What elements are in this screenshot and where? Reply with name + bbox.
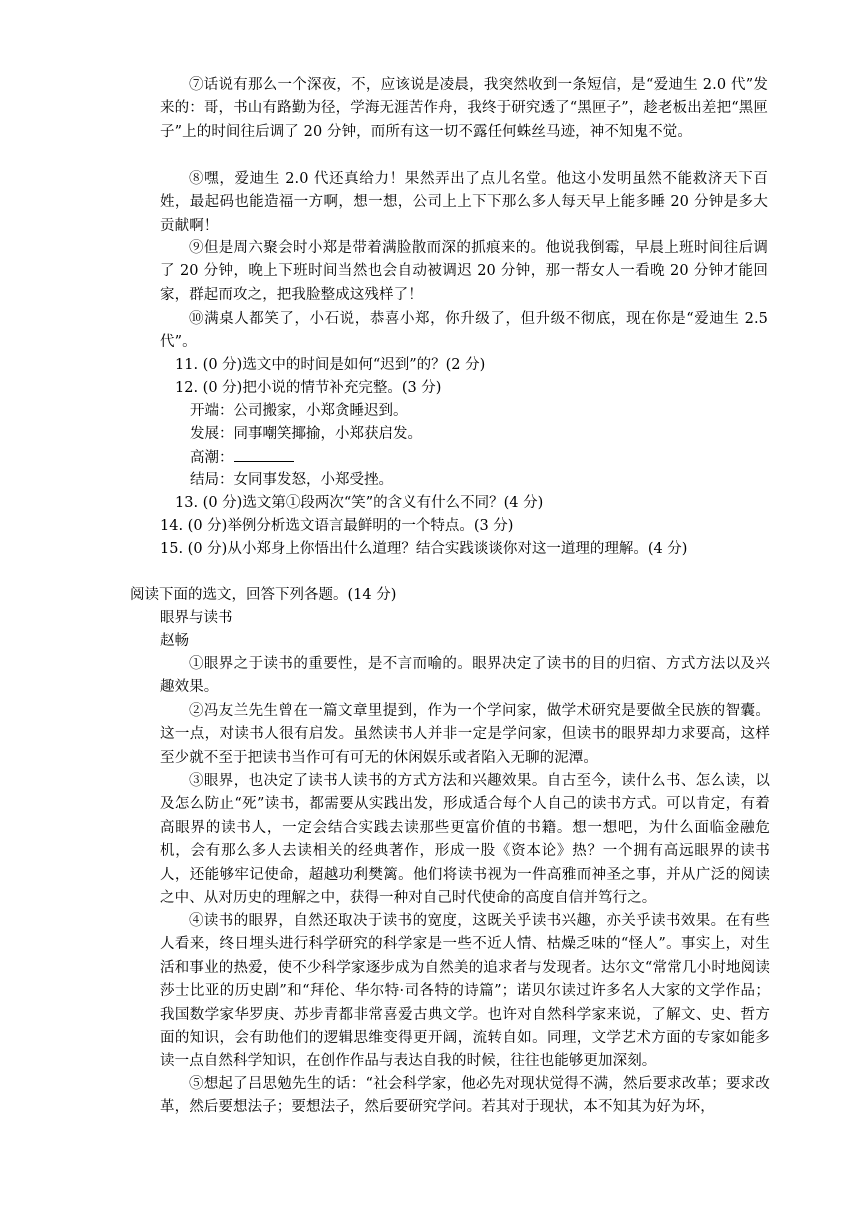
- plot-climax-label: 高潮：: [190, 450, 234, 466]
- article-author: 赵畅: [160, 633, 189, 649]
- plot-development: 发展：同事嘲笑揶揄，小郑获启发。: [190, 426, 422, 442]
- story-paragraph-9: ⑨但是周六聚会时小郑是带着满脸散而深的抓痕来的。他说我倒霉，早晨上班时间往后调了 20 分钟，晚上下班时间当然也会自动被调迟 20 分钟，那一帮女人一看晚 20 分钟才能回家，群起而攻之，把我脸整成这残样了！: [160, 240, 768, 303]
- question-13: 13. (0 分)选文第①段两次“笑”的含义有什么不同？(4 分): [175, 495, 544, 511]
- article-paragraph-4: ④读书的眼界，自然还取决于读书的宽度，这既关乎读书兴趣，亦关乎读书效果。在有些人看来，终日埋头进行科学研究的科学家是一些不近人情、枯燥乏味的“怪人”。事实上，对生活和事业的热爱，使不少科学家逐步成为自然美的追求者与发现者。达尔文“常常几小时地阅读莎士比亚的历史剧”和“拜伦、华尔特·司各特的诗篇”；诺贝尔读过许多名人大家的文学作品；我国数学家华罗庚、苏步青都非常喜爱古典文学。也许对自然科学家来说，了解文、史、哲方面的知识，会有助他们的逻辑思维变得更开阔，流转自如。同理，文学艺术方面的专家如能多读一点自然科学知识，在创作作品与表达自我的时候，往往也能够更加深刻。: [160, 913, 770, 1070]
- question-15: 15. (0 分)从小郑身上你悟出什么道理？结合实践谈谈你对这一道理的理解。(4 分): [160, 541, 688, 557]
- story-paragraph-10: ⑩满桌人都笑了，小石说，恭喜小郑，你升级了，但升级不彻底，现在你是“爱迪生 2.5 代”。: [160, 311, 768, 351]
- story-paragraph-7: ⑦话说有那么一个深夜，不，应该说是凌晨，我突然收到一条短信，是“爱迪生 2.0 代”发来的：哥，书山有路勤为径，学海无涯苦作舟，我终于研究透了“黑匣子”，趁老板出差把“黑匣子”上的时间往后调了 20 分钟，而所有这一切不露任何蛛丝马迹，神不知鬼不觉。: [160, 77, 768, 140]
- article-paragraph-2: ②冯友兰先生曾在一篇文章里提到，作为一个学问家，做学术研究是要做全民族的智囊。这一点，对读书人很有启发。虽然读书人并非一定是学问家，但读书的眼界却力求要高，这样至少就不至于把读书当作可有可无的休闲娱乐或者陷入无聊的泥潭。: [160, 703, 770, 766]
- article-title: 眼界与读书: [160, 610, 233, 626]
- question-14: 14. (0 分)举例分析选文语言最鲜明的一个特点。(3 分): [160, 518, 514, 534]
- plot-start: 开端：公司搬家，小郑贪睡迟到。: [190, 403, 408, 419]
- article-paragraph-5: ⑤想起了吕思勉先生的话：“社会科学家，他必先对现状觉得不满，然后要求改革；要求改革，然后要想法子；要想法子，然后要研究学问。若其对于现状，本不知其为好为坏，: [160, 1076, 770, 1116]
- answer-blank[interactable]: [234, 446, 294, 462]
- question-11: 11. (0 分)选文中的时间是如何“迟到”的？(2 分): [175, 357, 486, 373]
- plot-climax: [190, 446, 294, 470]
- article-paragraph-3: ③眼界，也决定了读书人读书的方式方法和兴趣效果。自古至今，读什么书、怎么读，以及怎么防止“死”读书，都需要从实践出发，形成适合每个人自己的读书方式。可以肯定，有着高眼界的读书人，一定会结合实践去读那些更富价值的书籍。想一想吧，为什么面临金融危机，会有那么多人去读相关的经典著作，形成一股《资本论》热？一个拥有高远眼界的读书人，还能够牢记使命，超越功利樊篱。他们将读书视为一件高雅而神圣之事，并从广泛的阅读之中、从对历史的理解之中，获得一种对自己时代使命的高度自信并笃行之。: [160, 773, 770, 907]
- question-12: 12. (0 分)把小说的情节补充完整。(3 分): [175, 380, 442, 396]
- article-paragraph-1: ①眼界之于读书的重要性，是不言而喻的。眼界决定了读书的目的归宿、方式方法以及兴趣效果。: [160, 656, 770, 696]
- plot-ending: 结局：女同事发怒，小郑受挫。: [190, 472, 393, 488]
- reading-intro: 阅读下面的选文，回答下列各题。(14 分): [130, 587, 397, 603]
- story-paragraph-8: ⑧嘿，爱迪生 2.0 代还真给力！果然弄出了点儿名堂。他这小发明虽然不能救济天下百姓，最起码也能造福一方啊，想一想，公司上上下下那么多人每天早上能多睡 20 分钟是多大贡献啊！: [160, 171, 768, 234]
